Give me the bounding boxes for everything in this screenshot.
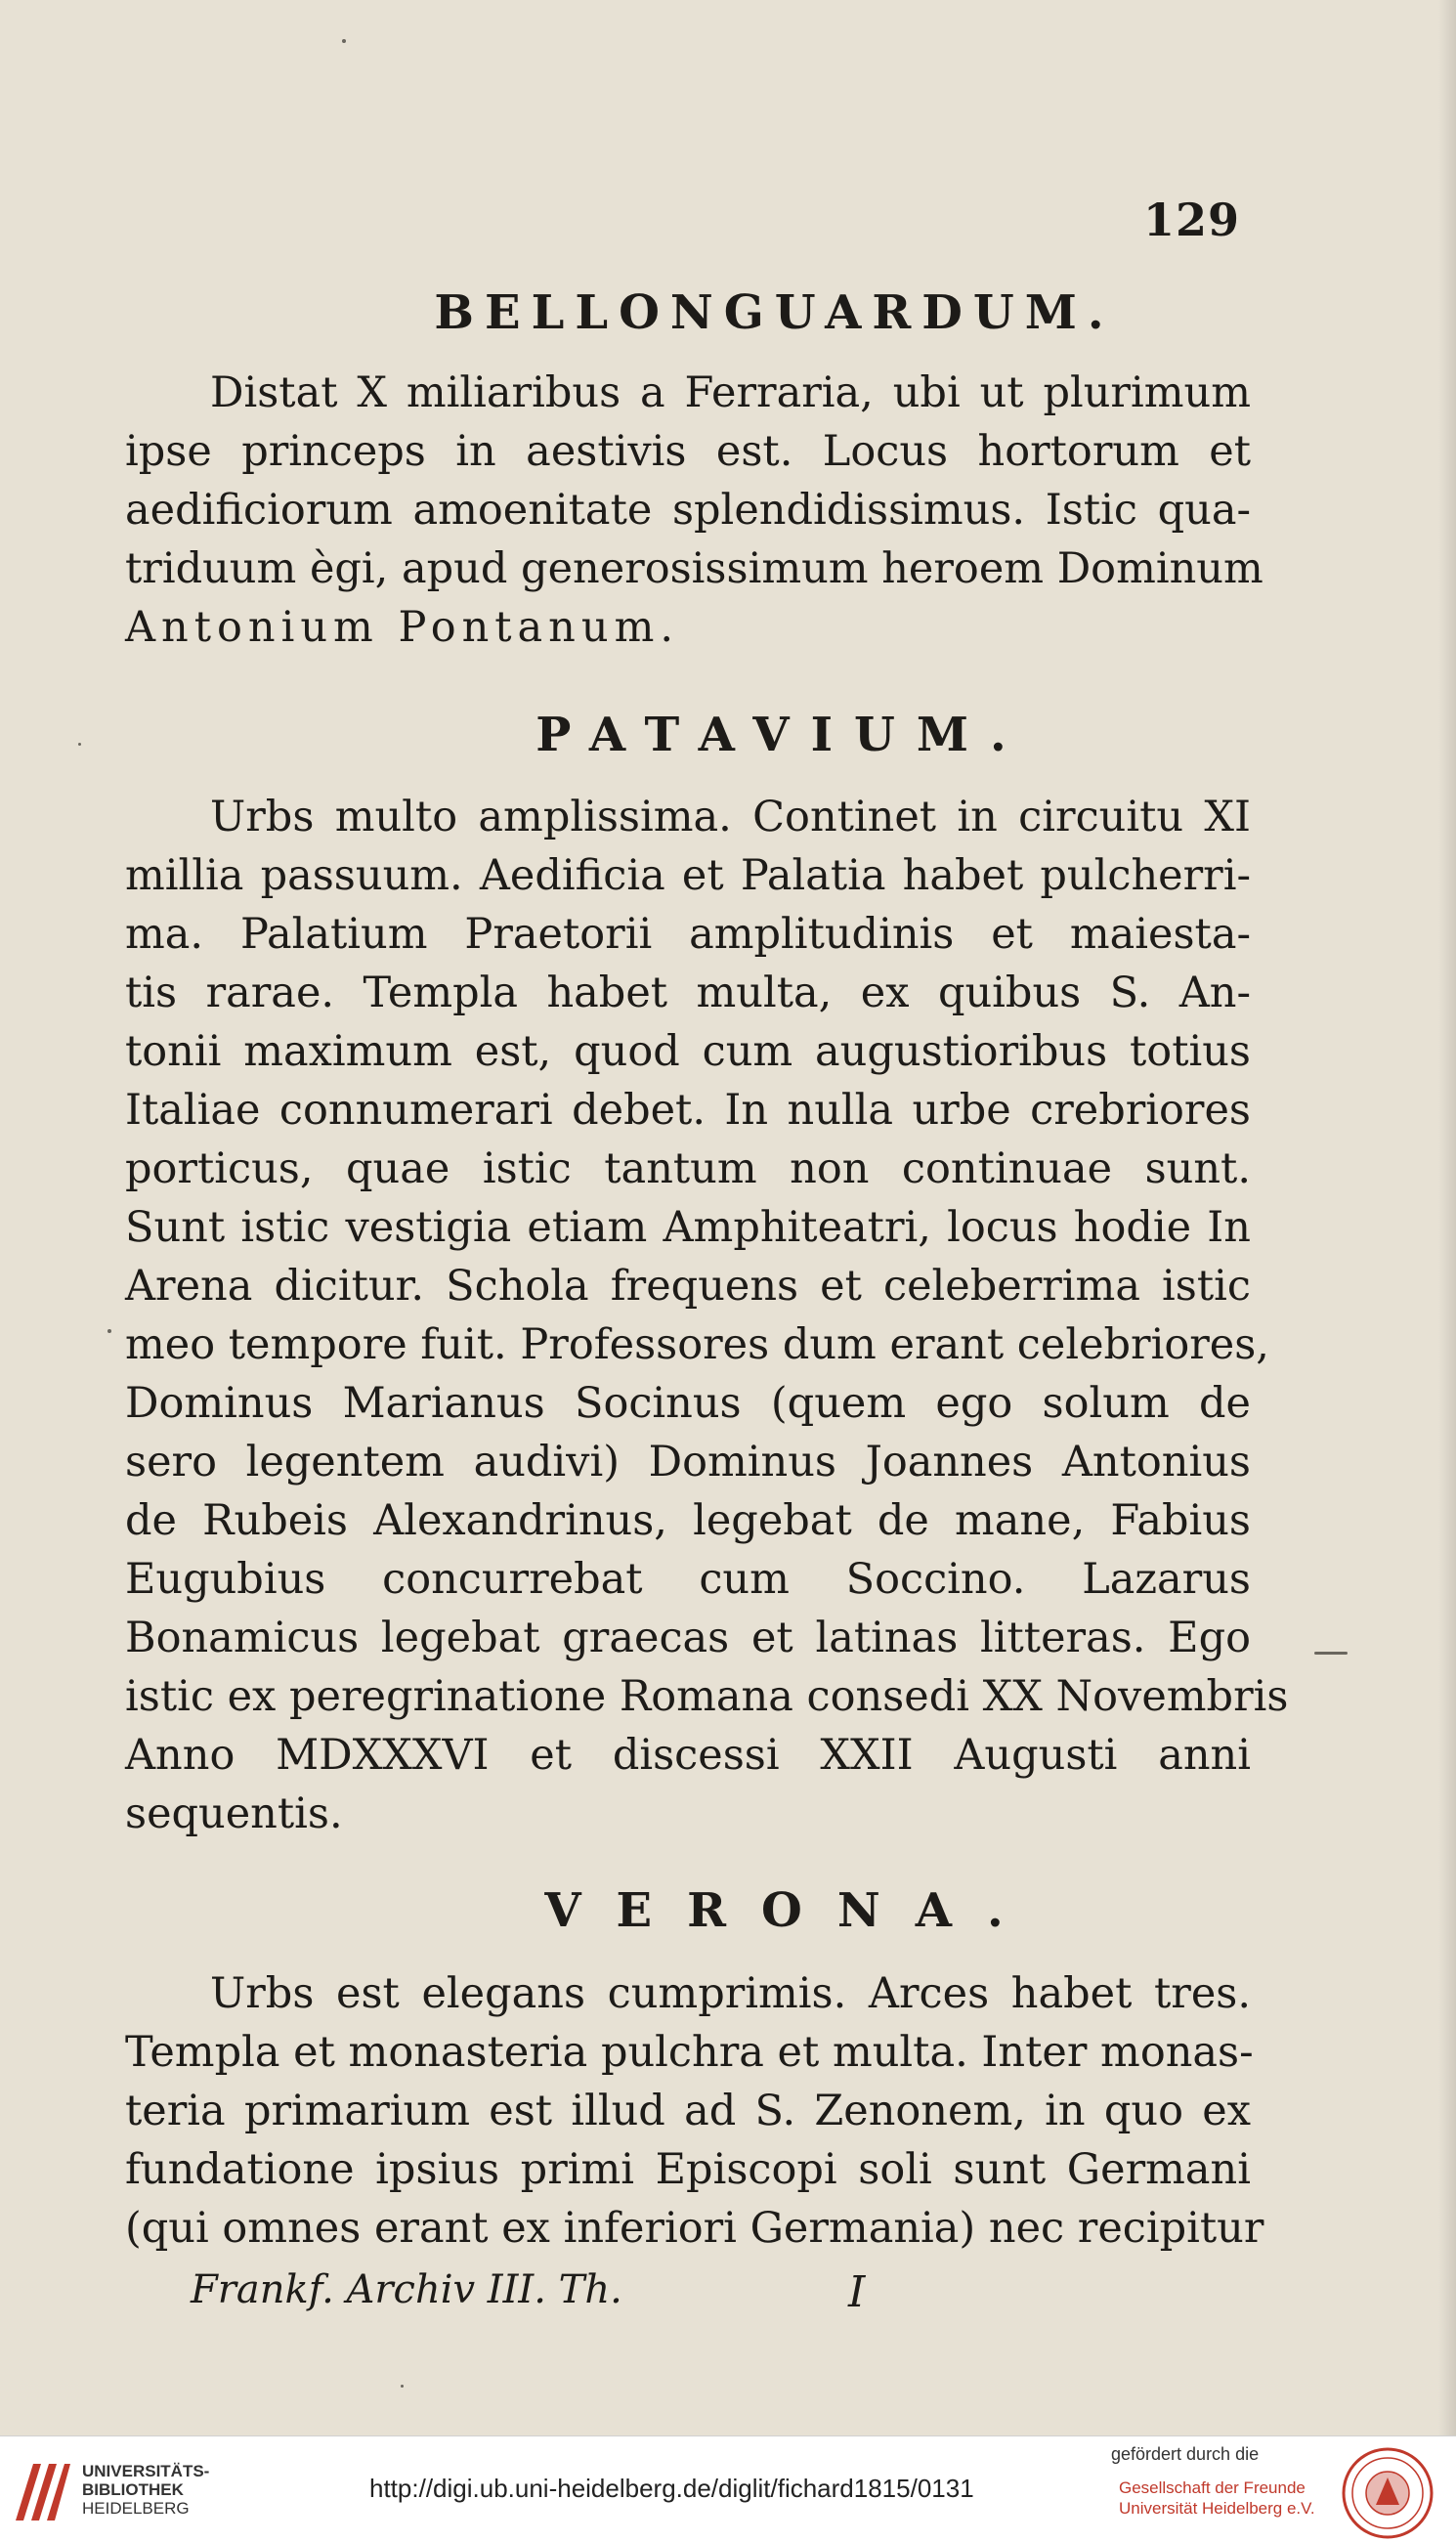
sponsor-name-line: Universität Heidelberg e.V. [1119, 2499, 1315, 2518]
printer-signature: Frankf. Archiv III. Th. [191, 2267, 622, 2312]
paper-speck [107, 1329, 111, 1333]
text-line: istic ex peregrinatione Romana consedi XX Novembris [125, 1672, 1289, 1721]
text-line: Sunt istic vestigia etiam Amphiteatri, locus hodie In [125, 1203, 1251, 1252]
text-line: millia passuum. Aedificia et Palatia habet pulcherri- [125, 851, 1251, 900]
sheet-mark: I [848, 2267, 866, 2317]
text-line: Anno MDXXXVI et discessi XXII Augusti anni [125, 1731, 1251, 1780]
sponsor-label: gefördert durch die [1111, 2444, 1260, 2464]
section-heading-verona: VERONA. [544, 1883, 1039, 1938]
sponsor-name-line: Gesellschaft der Freunde [1119, 2478, 1306, 2497]
paper-speck [401, 2385, 404, 2388]
text-line: Dominus Marianus Socinus (quem ego solum de [125, 1379, 1251, 1428]
paper-speck [1314, 1652, 1348, 1655]
text-line: Eugubius concurrebat cum Soccino. Lazarus [125, 1555, 1251, 1604]
text-line: aedificiorum amoenitate splendidissimus. Istic qua- [125, 486, 1251, 535]
text-line: (qui omnes erant ex inferiori Germania) nec recipitur [125, 2204, 1264, 2253]
university-library-logo-icon [12, 2452, 72, 2530]
text-line: Antonium Pontanum. [125, 603, 680, 652]
page-number: 129 [1143, 194, 1241, 246]
text-line: triduum ègi, apud generosissimum heroem Dominum [125, 544, 1263, 593]
text-line: Urbs est elegans cumprimis. Arces habet tres. [210, 1969, 1251, 2018]
text-line: teria primarium est illud ad S. Zenonem, in quo ex [125, 2087, 1251, 2135]
text-line: ma. Palatium Praetorii amplitudinis et maiesta- [125, 910, 1251, 959]
text-line: Italiae connumerari debet. In nulla urbe crebriores [125, 1086, 1251, 1135]
text-line: sequentis. [125, 1789, 343, 1838]
sponsor-name[interactable] [1119, 2477, 1315, 2519]
text-line: porticus, quae istic tantum non continuae sunt. [125, 1144, 1251, 1193]
text-line: Templa et monasteria pulchra et multa. Inter monas- [125, 2028, 1254, 2077]
section-heading-bellonguardum: BELLONGUARDUM. [434, 285, 1115, 340]
text-line: Bonamicus legebat graecas et latinas litteras. Ego [125, 1614, 1251, 1662]
text-line: sero legentem audivi) Dominus Joannes Antonius [125, 1438, 1251, 1486]
library-banner [0, 2435, 1456, 2542]
university-seal-icon [1341, 2446, 1435, 2540]
library-name-line: BIBLIOTHEK [82, 2480, 184, 2499]
library-name [82, 2462, 209, 2518]
text-line: tis rarae. Templa habet multa, ex quibus S. An- [125, 969, 1251, 1017]
permalink-url[interactable]: http://digi.ub.uni-heidelberg.de/diglit/fichard1815/0131 [369, 2474, 974, 2503]
library-name-line: HEIDELBERG [82, 2499, 190, 2518]
text-line: meo tempore fuit. Professores dum erant celebriores, [125, 1320, 1269, 1369]
text-line: fundatione ipsius primi Episcopi soli sunt Germani [125, 2145, 1251, 2194]
section-heading-patavium: PATAVIUM. [535, 708, 1028, 762]
text-line: Distat X miliaribus a Ferraria, ubi ut plurimum [210, 368, 1251, 417]
paper-speck [342, 39, 346, 43]
text-line: Arena dicitur. Schola frequens et celeberrima istic [125, 1262, 1251, 1311]
text-line: ipse princeps in aestivis est. Locus hortorum et [125, 427, 1251, 476]
text-line: de Rubeis Alexandrinus, legebat de mane, Fabius [125, 1496, 1251, 1545]
library-name-line: UNIVERSITÄTS- [82, 2462, 210, 2480]
text-line: tonii maximum est, quod cum augustioribus totius [125, 1027, 1251, 1076]
text-line: Urbs multo amplissima. Continet in circuitu XI [210, 793, 1251, 841]
paper-speck [78, 743, 81, 746]
